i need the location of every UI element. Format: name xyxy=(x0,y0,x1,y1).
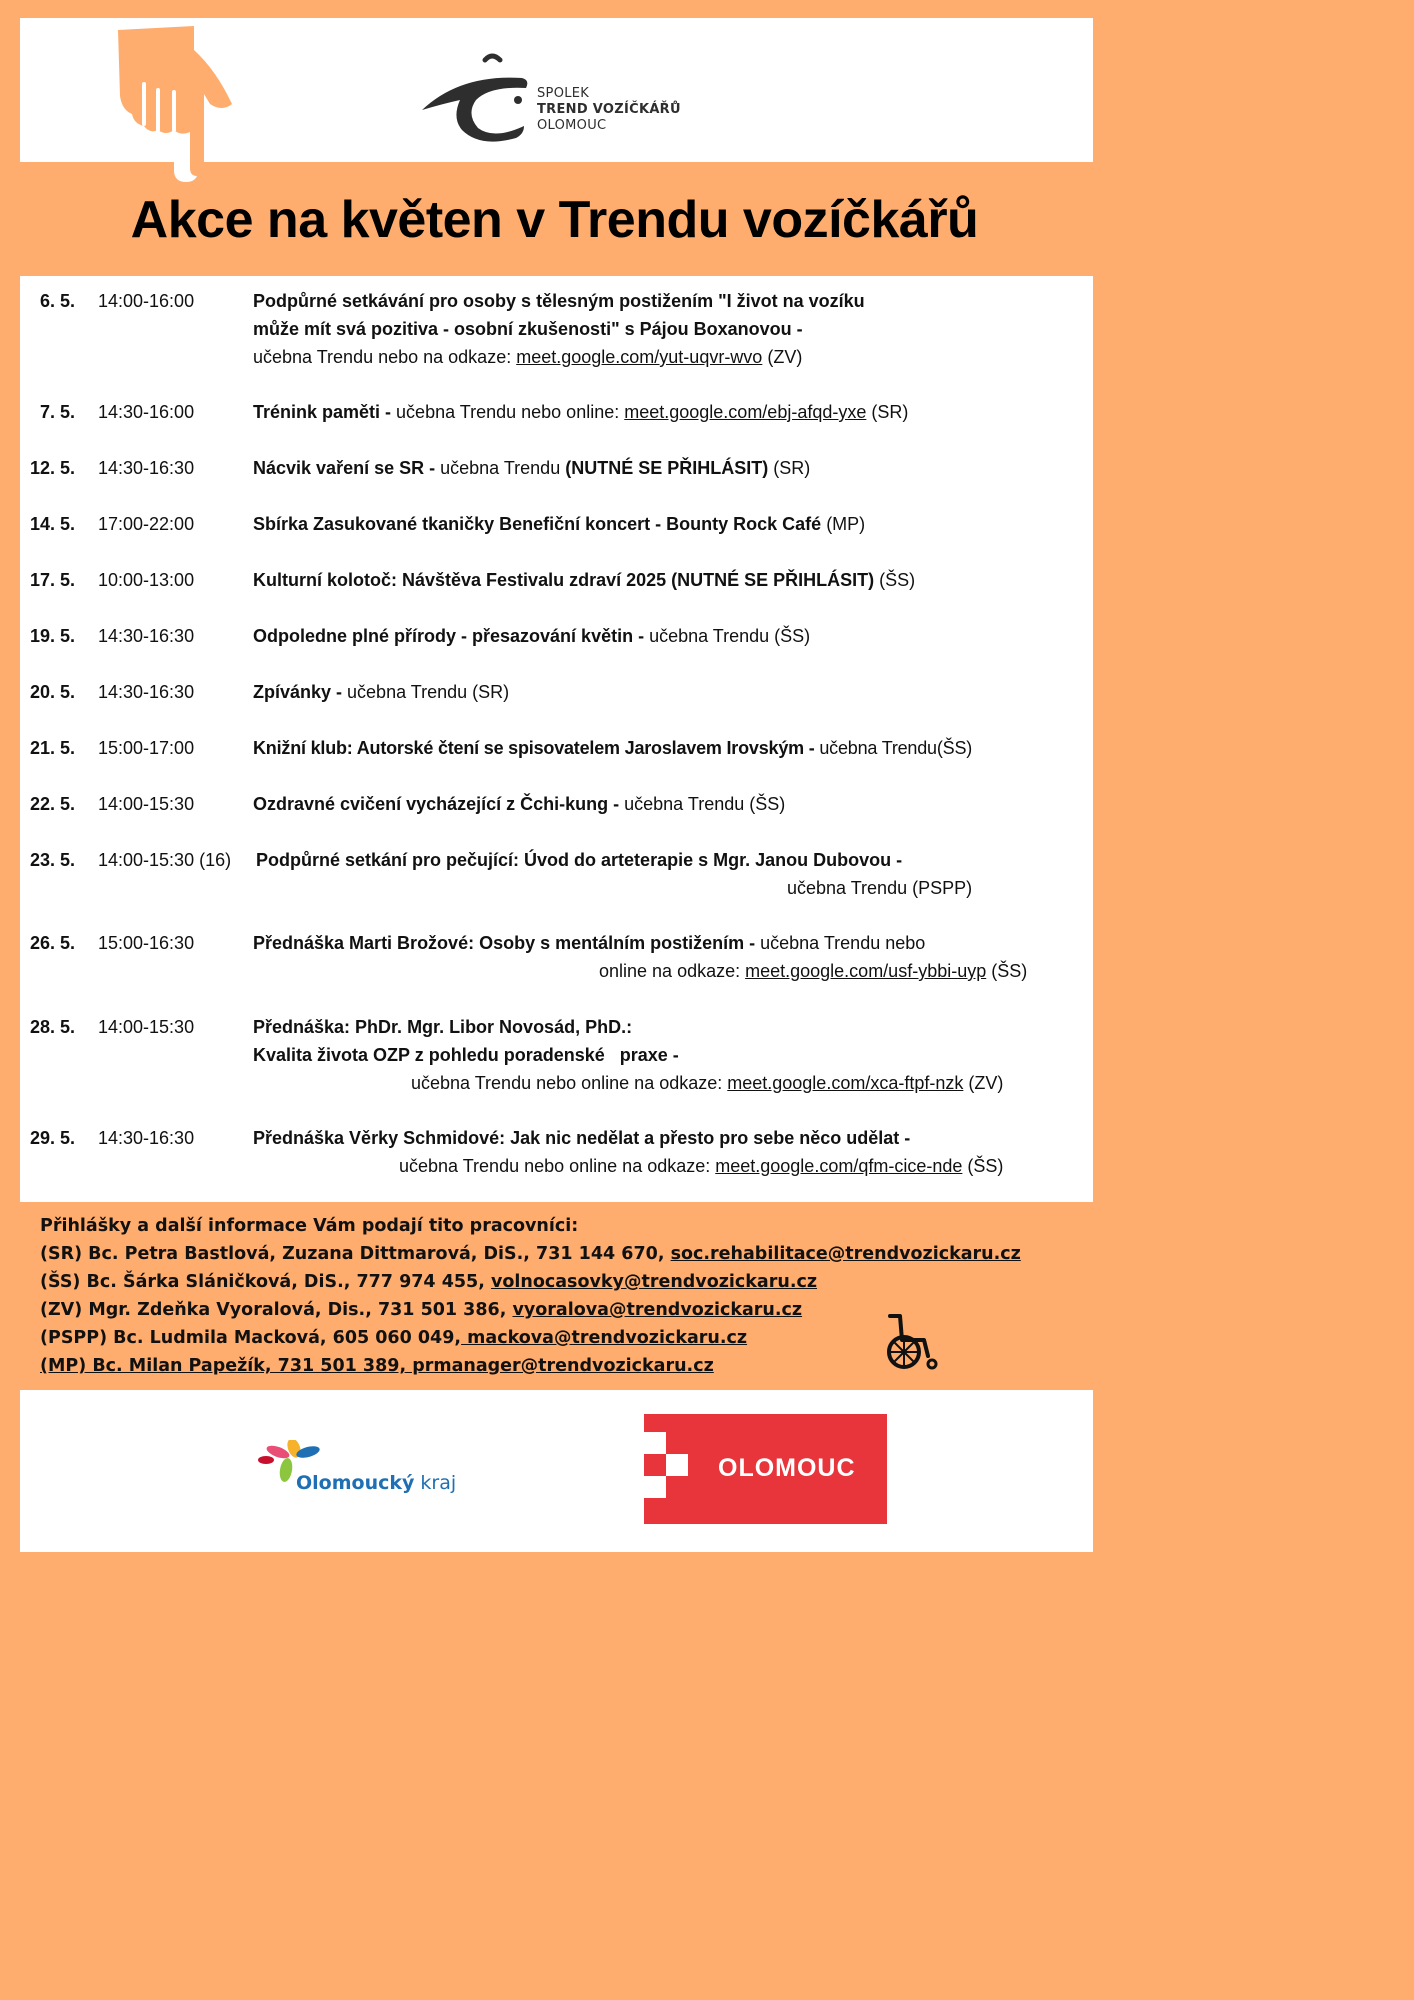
event-date: 17. 5. xyxy=(29,570,75,590)
olomouc-city-text: OLOMOUC xyxy=(718,1454,856,1482)
registration-note: (NUTNÉ SE PŘIHLÁSIT) xyxy=(565,458,769,478)
location-text: online na odkaze: xyxy=(599,961,746,981)
event-title-bold: Odpoledne plné přírody - přesazování květin - xyxy=(253,626,650,646)
event-location xyxy=(411,1069,1003,1097)
location-text: učebna Trendu nebo na odkaze: xyxy=(253,347,517,367)
event-date: 20. 5. xyxy=(29,682,75,702)
location-text: učebna Trendu(ŠS) xyxy=(819,738,973,758)
event-time: 14:00-16:00 xyxy=(98,291,195,311)
location-text: učebna Trendu (ŠS) xyxy=(624,794,786,814)
location-text: učebna Trendu nebo online na odkaze: xyxy=(411,1073,728,1093)
event-date: 7. 5. xyxy=(39,402,75,422)
event-title xyxy=(253,929,925,957)
event-title-bold: Nácvik vaření se SR - xyxy=(253,458,441,478)
olomoucky-kraj-logo-text xyxy=(296,1472,456,1494)
organizer-code: (SR) xyxy=(866,402,909,422)
organizer-code: (ŠS) xyxy=(962,1156,1004,1176)
organizer-code: (SR) xyxy=(768,458,811,478)
event-time: 14:30-16:00 xyxy=(98,402,195,422)
organizer-code: (ŠS) xyxy=(986,961,1028,981)
page-title: Akce na květen v Trendu vozíčkářů xyxy=(130,191,979,249)
contact-line-mp xyxy=(40,1352,1021,1380)
kraj-bold: Olomoucký xyxy=(296,1472,415,1494)
event-time: 14:30-16:30 xyxy=(98,458,195,478)
event-date: 14. 5. xyxy=(29,514,75,534)
event-date: 6. 5. xyxy=(39,291,75,311)
contact-email[interactable]: volnocasovky@trendvozickaru.cz xyxy=(490,1272,818,1292)
meet-link[interactable]: meet.google.com/usf-ybbi-uyp xyxy=(745,961,987,981)
event-title: Přednáška: PhDr. Mgr. Libor Novosád, PhD.: xyxy=(253,1017,633,1037)
contact-email[interactable]: soc.rehabilitace@trendvozickaru.cz xyxy=(670,1244,1021,1264)
event-title xyxy=(253,790,785,818)
pointing-hand-icon xyxy=(108,20,238,190)
location-text: učebna Trendu xyxy=(440,458,566,478)
event-location xyxy=(253,343,802,371)
meet-link[interactable]: meet.google.com/yut-uqvr-wvo xyxy=(516,347,763,367)
contact-text: (SR) Bc. Petra Bastlová, Zuzana Dittmarová, DiS., 731 144 670, xyxy=(40,1244,671,1264)
event-title: Přednáška Věrky Schmidové: Jak nic nedělat a přesto pro sebe něco udělat - xyxy=(253,1128,911,1148)
event-title-bold: Zpívánky - xyxy=(253,682,348,702)
event-title-cont: může mít svá pozitiva - osobní zkušenosti" s Pájou Boxanovou - xyxy=(253,319,803,339)
organizer-code: (MP) xyxy=(821,514,866,534)
wheelchair-icon xyxy=(884,1312,940,1372)
event-title xyxy=(253,734,972,762)
event-time: 14:30-16:30 xyxy=(98,626,195,646)
event-title-bold: Trénink paměti - xyxy=(253,402,397,422)
event-title-bold: Sbírka Zasukované tkaničky Benefiční koncert - Bounty Rock Café xyxy=(253,514,822,534)
event-date: 23. 5. xyxy=(29,850,75,870)
event-title-bold: Knižní klub: Autorské čtení se spisovatelem Jaroslavem Irovským - xyxy=(253,738,820,758)
event-location: učebna Trendu (PSPP) xyxy=(787,878,973,898)
sponsors-panel xyxy=(20,1390,1093,1552)
contact-text: (ŠS) Bc. Šárka Sláničková, DiS., 777 974 455, xyxy=(40,1272,491,1292)
event-date: 29. 5. xyxy=(29,1128,75,1148)
event-time: 14:00-15:30 (16) xyxy=(98,850,232,870)
event-date: 21. 5. xyxy=(29,738,75,758)
event-title-bold: Kulturní kolotoč: Návštěva Festivalu zdraví 2025 (NUTNÉ SE PŘIHLÁSIT) xyxy=(253,570,875,590)
meet-link[interactable]: meet.google.com/ebj-afqd-yxe xyxy=(624,402,867,422)
event-date: 22. 5. xyxy=(29,794,75,814)
event-time: 14:30-16:30 xyxy=(98,1128,195,1148)
event-title xyxy=(253,398,908,426)
event-title xyxy=(253,622,810,650)
contacts-intro: Přihlášky a další informace Vám podají tito pracovníci: xyxy=(40,1216,579,1236)
contact-text: (ZV) Mgr. Zdeňka Vyoralová, Dis., 731 501 386, xyxy=(40,1300,513,1320)
event-time: 17:00-22:00 xyxy=(98,514,195,534)
event-title: Podpůrné setkání pro pečující: Úvod do arteterapie s Mgr. Janou Dubovou - xyxy=(256,850,903,870)
contact-line-ss xyxy=(40,1268,1021,1296)
contact-line-sr xyxy=(40,1240,1021,1268)
organizer-code: (ZV) xyxy=(963,1073,1004,1093)
event-title xyxy=(253,454,810,482)
event-title xyxy=(253,566,915,594)
location-text: učebna Trendu nebo online na odkaze: xyxy=(399,1156,716,1176)
location-text: učebna Trendu (ŠS) xyxy=(649,626,811,646)
location-text: učebna Trendu nebo online: xyxy=(396,402,625,422)
event-title-cont: Kvalita života OZP z pohledu poradenské praxe - xyxy=(253,1045,679,1065)
event-title xyxy=(253,510,865,538)
contact-text: (PSPP) Bc. Ludmila Macková, 605 060 049, xyxy=(40,1328,462,1348)
event-title: Podpůrné setkávání pro osoby s tělesným postižením "I život na vozíku xyxy=(253,291,865,311)
event-date: 28. 5. xyxy=(29,1017,75,1037)
event-date: 26. 5. xyxy=(29,933,75,953)
kraj-normal: kraj xyxy=(414,1472,457,1494)
logo-line-2: TREND VOZÍČKÁŘŮ xyxy=(537,102,681,117)
location-text: učebna Trendu (SR) xyxy=(347,682,510,702)
location-text: učebna Trendu nebo xyxy=(760,933,926,953)
event-time: 14:00-15:30 xyxy=(98,1017,195,1037)
event-location xyxy=(599,957,1027,985)
event-time: 10:00-13:00 xyxy=(98,570,195,590)
contact-line-pspp xyxy=(40,1324,1021,1352)
event-title-bold: Ozdravné cvičení vycházející z Čchi-kung - xyxy=(253,794,625,814)
organizer-code: (ŠS) xyxy=(874,570,916,590)
event-time: 14:30-16:30 xyxy=(98,682,195,702)
meet-link[interactable]: meet.google.com/qfm-cice-nde xyxy=(715,1156,963,1176)
event-date: 12. 5. xyxy=(29,458,75,478)
event-time: 14:00-15:30 xyxy=(98,794,195,814)
event-time: 15:00-16:30 xyxy=(98,933,195,953)
event-title xyxy=(253,678,509,706)
event-location xyxy=(399,1152,1003,1180)
contact-text-link[interactable]: (MP) Bc. Milan Papežík, 731 501 389, prmanager@trendvozickaru.cz xyxy=(40,1356,714,1376)
meet-link[interactable]: meet.google.com/xca-ftpf-nzk xyxy=(727,1073,964,1093)
contacts-section xyxy=(40,1212,1021,1380)
logo-text xyxy=(537,86,681,134)
contact-email[interactable]: mackova@trendvozickaru.cz xyxy=(461,1328,748,1348)
contact-email[interactable]: vyoralova@trendvozickaru.cz xyxy=(512,1300,803,1320)
logo-line-3: OLOMOUC xyxy=(537,118,607,133)
event-date: 19. 5. xyxy=(29,626,75,646)
event-title-bold: Přednáška Marti Brožové: Osoby s mentálním postižením - xyxy=(253,933,761,953)
event-time: 15:00-17:00 xyxy=(98,738,195,758)
logo-line-1: SPOLEK xyxy=(537,86,590,101)
trend-vozickaru-logo xyxy=(420,52,535,142)
contact-line-zv xyxy=(40,1296,1021,1324)
organizer-code: (ZV) xyxy=(762,347,803,367)
